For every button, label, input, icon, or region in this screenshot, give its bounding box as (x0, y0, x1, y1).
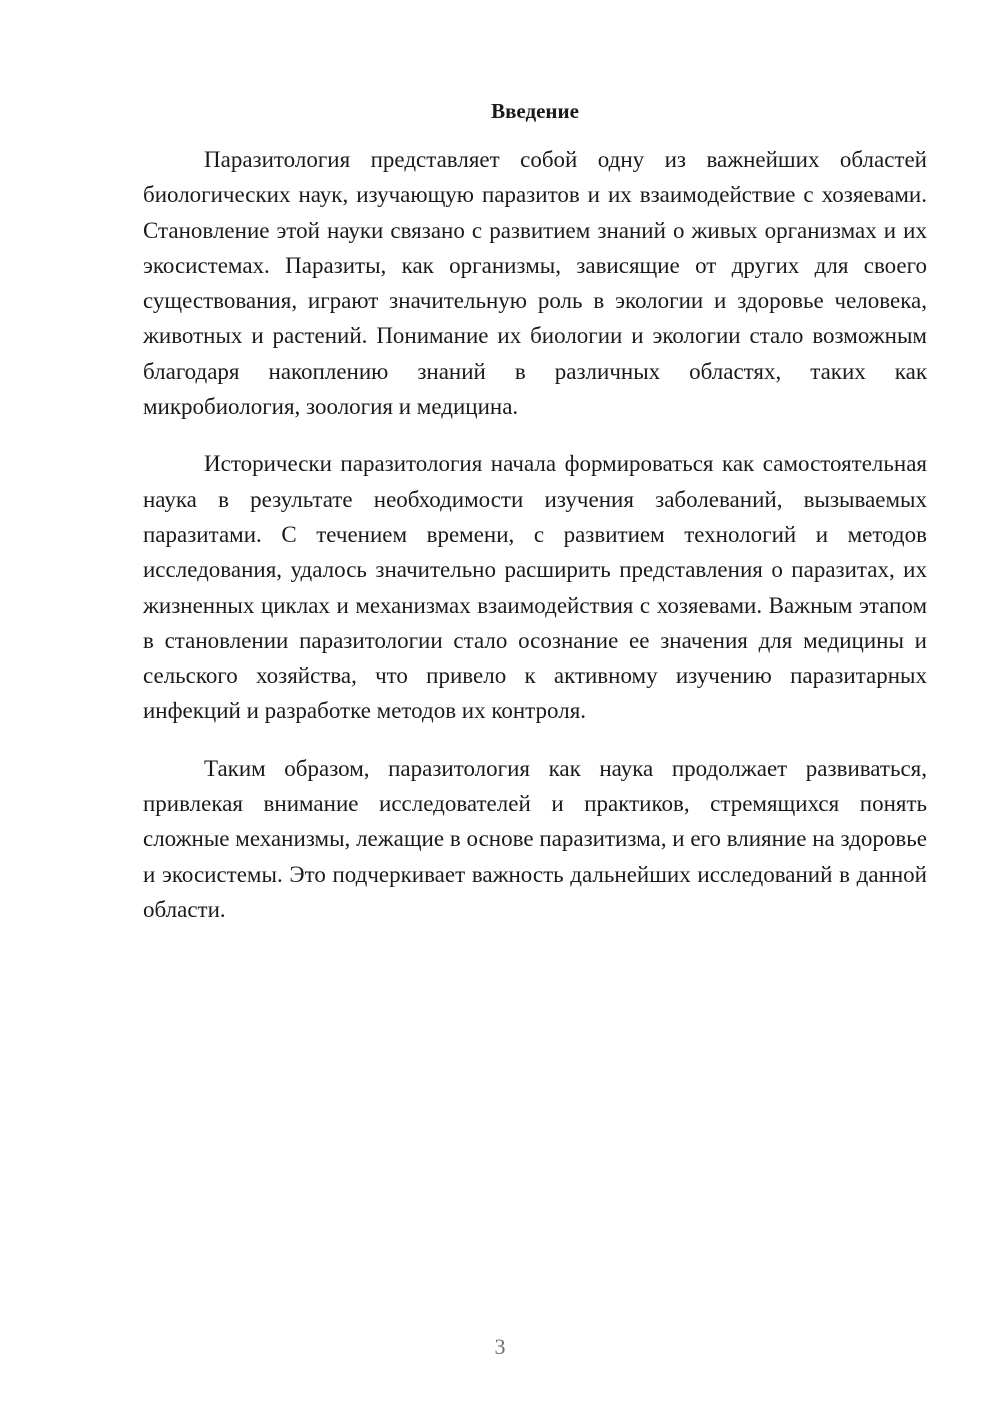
page-number: 3 (494, 1334, 506, 1359)
paragraph-3: Таким образом, паразитология как наука продолжает развиваться, привлекая внимание исследователей и практиков, стремящихся понять сложные механизмы, лежащие в основе паразитизма, и его влияние на здоровье и экосистемы. Это подчеркивает важность дальнейших исследований в данной области. (143, 755, 927, 922)
document-body (143, 96, 927, 949)
paragraph-1: Паразитология представляет собой одну из важнейших областей биологических наук, изучающую паразитов и их взаимодействие с хозяевами. Становление этой науки связано с развитием знаний о живых организмах и их экосистемах. Паразиты, как организмы, зависящие от других для своего существования, играют значительную роль в экологии и здоровье человека, животных и растений. Понимание их биологии и экологии стало возможным благодаря накоплению знаний в различных областях, таких как микробиология, зоология и медицина. (143, 147, 927, 420)
paragraph-2: Исторически паразитология начала формироваться как самостоятельная наука в результате необходимости изучения заболеваний, вызываемых паразитами. С течением времени, с развитием технологий и методов исследования, удалось значительно расширить представления о паразитах, их жизненных циклах и механизмах взаимодействия с хозяевами. Важным этапом в становлении паразитологии стало осознание ее значения для медицины и сельского хозяйства, что привело к активному изучению паразитарных инфекций и разработке методов их контроля. (143, 451, 927, 724)
section-heading: Введение (491, 99, 579, 123)
